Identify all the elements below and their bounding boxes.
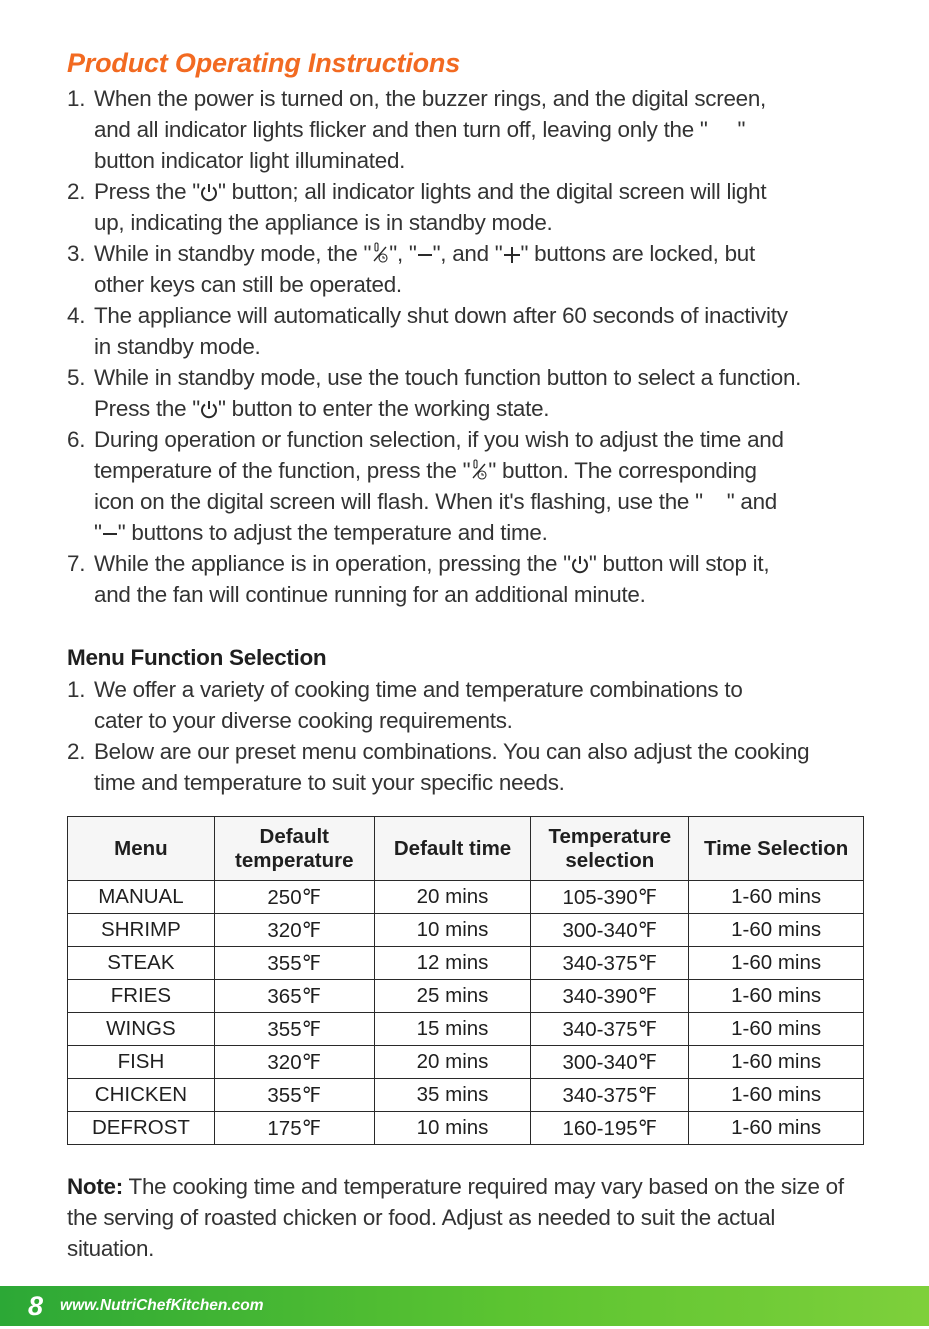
instruction-text: The appliance will automatically shut down after 60 seconds of inactivity bbox=[94, 303, 788, 328]
instruction-text: " button. The corresponding bbox=[488, 458, 757, 483]
cell-time-selection: 1-60 mins bbox=[689, 914, 864, 947]
cell-time-selection: 1-60 mins bbox=[689, 881, 864, 914]
instruction-text: While in standby mode, use the touch function button to select a function. bbox=[94, 365, 802, 390]
cell-menu: WINGS bbox=[68, 1013, 215, 1046]
cell-menu: STEAK bbox=[68, 947, 215, 980]
instruction-text: and all indicator lights flicker and then turn off, leaving only the " bbox=[94, 117, 708, 142]
table-row bbox=[68, 980, 864, 1013]
cell-default-time: 20 mins bbox=[374, 881, 531, 914]
website-link[interactable]: www.NutriChefKitchen.com bbox=[60, 1297, 264, 1314]
header-menu: Menu bbox=[68, 817, 215, 881]
cell-menu: FISH bbox=[68, 1046, 215, 1079]
cell-default-time: 35 mins bbox=[374, 1079, 531, 1112]
instruction-text: Press the " bbox=[94, 396, 200, 421]
instruction-text: During operation or function selection, if you wish to adjust the time and bbox=[94, 427, 784, 452]
cell-menu: CHICKEN bbox=[68, 1079, 215, 1112]
instruction-number: 4. bbox=[67, 303, 86, 328]
table-header-row bbox=[68, 817, 864, 881]
instruction-item-5 bbox=[67, 362, 887, 424]
list-number: 2. bbox=[67, 739, 86, 764]
instruction-text: " and bbox=[726, 489, 777, 514]
instruction-item-2 bbox=[67, 176, 887, 238]
cell-time-selection: 1-60 mins bbox=[689, 1079, 864, 1112]
minus-icon bbox=[417, 244, 433, 264]
instruction-text: " bbox=[94, 520, 102, 545]
instruction-item-1 bbox=[67, 83, 887, 176]
cell-default-temperature: 320℉ bbox=[214, 1046, 374, 1079]
cell-time-selection: 1-60 mins bbox=[689, 947, 864, 980]
power-icon bbox=[200, 399, 218, 419]
instruction-text: Press the " bbox=[94, 179, 200, 204]
cell-temperature-selection: 105-390℉ bbox=[531, 881, 689, 914]
instruction-text: While the appliance is in operation, pressing the " bbox=[94, 551, 571, 576]
cell-time-selection: 1-60 mins bbox=[689, 1013, 864, 1046]
note-label: Note: bbox=[67, 1174, 123, 1199]
preset-menu-table bbox=[67, 816, 864, 1145]
header-default-time: Default time bbox=[374, 817, 531, 881]
cell-default-temperature: 320℉ bbox=[214, 914, 374, 947]
instruction-number: 3. bbox=[67, 241, 86, 266]
instruction-number: 5. bbox=[67, 365, 86, 390]
instruction-text: other keys can still be operated. bbox=[94, 272, 402, 297]
instruction-number: 2. bbox=[67, 179, 86, 204]
minus-icon bbox=[102, 523, 118, 543]
table-row bbox=[68, 1013, 864, 1046]
cell-default-temperature: 355℉ bbox=[214, 1013, 374, 1046]
table-row bbox=[68, 1079, 864, 1112]
cell-default-temperature: 355℉ bbox=[214, 947, 374, 980]
cell-temperature-selection: 300-340℉ bbox=[531, 1046, 689, 1079]
instruction-text: icon on the digital screen will flash. When it's flashing, use the " bbox=[94, 489, 703, 514]
instruction-text: " button to enter the working state. bbox=[218, 396, 550, 421]
header-time-selection: Time Selection bbox=[689, 817, 864, 881]
table-row bbox=[68, 914, 864, 947]
cell-default-time: 25 mins bbox=[374, 980, 531, 1013]
cell-temperature-selection: 300-340℉ bbox=[531, 914, 689, 947]
cell-default-time: 10 mins bbox=[374, 914, 531, 947]
instruction-text: ", " bbox=[389, 241, 417, 266]
table-row bbox=[68, 947, 864, 980]
temp-time-icon bbox=[371, 242, 389, 264]
cell-default-time: 20 mins bbox=[374, 1046, 531, 1079]
instructions-list bbox=[67, 83, 887, 610]
instruction-text: " buttons to adjust the temperature and time. bbox=[117, 520, 548, 545]
header-default-temperature: Default temperature bbox=[214, 817, 374, 881]
list-text: cater to your diverse cooking requirements. bbox=[94, 708, 513, 733]
instruction-text: in standby mode. bbox=[94, 334, 261, 359]
cell-time-selection: 1-60 mins bbox=[689, 980, 864, 1013]
instruction-text: " button will stop it, bbox=[588, 551, 770, 576]
cell-menu: FRIES bbox=[68, 980, 215, 1013]
power-icon bbox=[571, 554, 589, 574]
menu-function-list bbox=[67, 674, 887, 798]
cell-temperature-selection: 340-375℉ bbox=[531, 1013, 689, 1046]
page-title: Product Operating Instructions bbox=[67, 48, 461, 78]
page-number: 8 bbox=[28, 1290, 44, 1321]
instruction-text: " bbox=[737, 117, 746, 142]
instruction-item-7 bbox=[67, 548, 887, 610]
cell-default-time: 12 mins bbox=[374, 947, 531, 980]
instruction-text: button indicator light illuminated. bbox=[94, 148, 406, 173]
instruction-text: " button; all indicator lights and the digital screen will light bbox=[218, 179, 767, 204]
instruction-number: 6. bbox=[67, 427, 86, 452]
cell-temperature-selection: 340-390℉ bbox=[531, 980, 689, 1013]
cell-default-temperature: 365℉ bbox=[214, 980, 374, 1013]
instruction-text: While in standby mode, the " bbox=[94, 241, 372, 266]
temp-time-icon bbox=[470, 459, 488, 481]
header-temperature-selection: Temperature selection bbox=[531, 817, 689, 881]
cell-default-temperature: 250℉ bbox=[214, 881, 374, 914]
instruction-text: ", and " bbox=[432, 241, 503, 266]
menu-function-heading: Menu Function Selection bbox=[67, 645, 327, 670]
instruction-item-6 bbox=[67, 424, 887, 548]
cell-menu: MANUAL bbox=[68, 881, 215, 914]
instruction-item-4 bbox=[67, 300, 887, 362]
table-row bbox=[68, 881, 864, 914]
cell-temperature-selection: 340-375℉ bbox=[531, 1079, 689, 1112]
menu-function-item-2 bbox=[67, 736, 887, 798]
cell-time-selection: 1-60 mins bbox=[689, 1112, 864, 1145]
cell-menu: DEFROST bbox=[68, 1112, 215, 1145]
cell-default-temperature: 355℉ bbox=[214, 1079, 374, 1112]
instruction-text: " buttons are locked, but bbox=[520, 241, 755, 266]
cell-temperature-selection: 340-375℉ bbox=[531, 947, 689, 980]
list-text: time and temperature to suit your specific needs. bbox=[94, 770, 565, 795]
menu-function-item-1 bbox=[67, 674, 887, 736]
table-row bbox=[68, 1112, 864, 1145]
instruction-text: When the power is turned on, the buzzer rings, and the digital screen, bbox=[94, 86, 767, 111]
cell-menu: SHRIMP bbox=[68, 914, 215, 947]
instruction-item-3 bbox=[67, 238, 887, 300]
cell-default-time: 15 mins bbox=[374, 1013, 531, 1046]
cell-time-selection: 1-60 mins bbox=[689, 1046, 864, 1079]
page-footer bbox=[0, 1286, 929, 1326]
list-text: We offer a variety of cooking time and temperature combinations to bbox=[94, 677, 743, 702]
instruction-text: and the fan will continue running for an additional minute. bbox=[94, 582, 646, 607]
power-icon bbox=[200, 182, 218, 202]
plus-icon bbox=[503, 244, 521, 264]
note-paragraph bbox=[67, 1171, 867, 1264]
cell-default-time: 10 mins bbox=[374, 1112, 531, 1145]
instruction-number: 7. bbox=[67, 551, 86, 576]
cell-default-temperature: 175℉ bbox=[214, 1112, 374, 1145]
note-text: The cooking time and temperature required may vary based on the size of the serving of roasted chicken or food. Adjust as needed to suit the actual situation. bbox=[67, 1174, 844, 1261]
cell-temperature-selection: 160-195℉ bbox=[531, 1112, 689, 1145]
instruction-text: up, indicating the appliance is in standby mode. bbox=[94, 210, 553, 235]
list-text: Below are our preset menu combinations. You can also adjust the cooking bbox=[94, 739, 810, 764]
instruction-number: 1. bbox=[67, 86, 86, 111]
instruction-text: temperature of the function, press the " bbox=[94, 458, 471, 483]
list-number: 1. bbox=[67, 677, 86, 702]
table-row bbox=[68, 1046, 864, 1079]
